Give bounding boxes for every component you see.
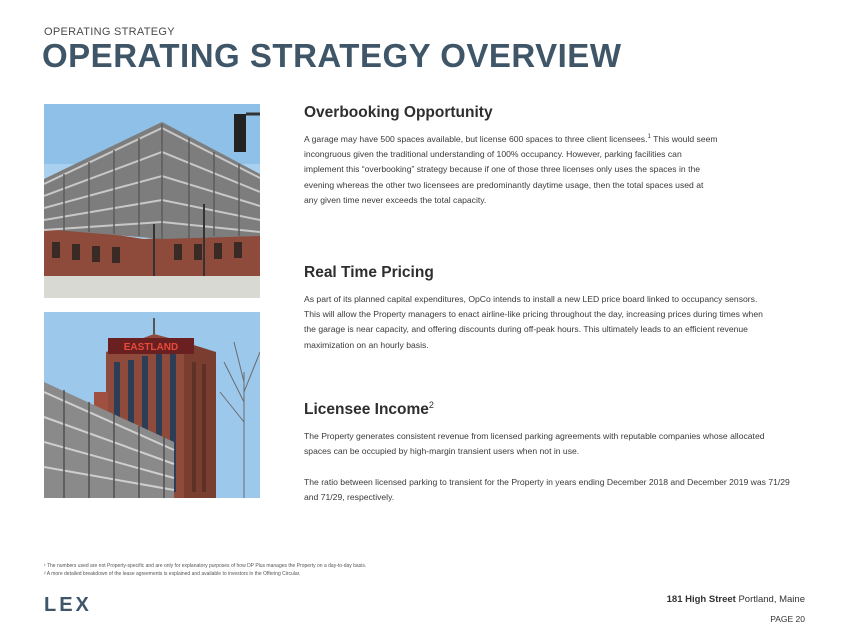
page-title: OPERATING STRATEGY OVERVIEW (42, 37, 622, 74)
licensee-income-heading (304, 400, 794, 419)
hotel-illustration (44, 312, 260, 498)
footnote-marker-1: 1 (647, 134, 651, 141)
real-time-pricing-heading: Real Time Pricing (304, 264, 434, 281)
real-time-pricing-section (304, 264, 774, 353)
property-address (667, 594, 805, 605)
address-street: 181 High Street (666, 594, 736, 605)
licensee-income-heading-text: Licensee Income (304, 401, 429, 419)
footnote-marker-2: 2 (428, 400, 434, 410)
footnote-1: ¹ The numbers used are not Property-specific and are only for explanatory purposes of how DP Plus manages the Property on a day-to-day basis. (44, 563, 367, 569)
section-eyebrow: OPERATING STRATEGY (44, 26, 175, 38)
real-time-pricing-paragraph: As part of its planned capital expenditures, OpCo intends to install a new LED price board linked to occupancy sensors. This will allow the Property managers to enact airline-like pricing throughout the day, increasing prices during times when the garage is near capacity, and offering discounts during off-peak hours. This ultimately leads to an efficient revenue maximization on an hourly basis. (304, 294, 763, 350)
overbooking-text-a: A garage may have 500 spaces available, but license 600 spaces to three client licensees. (304, 134, 648, 144)
overbooking-heading: Overbooking Opportunity (304, 104, 493, 121)
overbooking-text-b: This would seem incongruous given the traditional understanding of 100% occupancy. However, parking facilities can implement this “overbooking” strategy because if one of those three licenses only uses the spaces in the evening whereas the other two licensees are predominantly daytime usage, then the total spaces used at any given time never exceeds the total capacity. (304, 134, 718, 205)
page-number: PAGE 20 (770, 614, 805, 624)
licensee-income-paragraph-2: The ratio between licensed parking to transient for the Property in years ending December 2018 and December 2019 was 71/29 and 71/29, respectively. (304, 476, 790, 502)
licensee-income-section (304, 400, 794, 505)
overbooking-section (304, 104, 719, 208)
garage-illustration (44, 104, 260, 298)
overbooking-paragraph (304, 132, 719, 208)
hotel-sign: EASTLAND (123, 342, 179, 353)
parking-garage-photo (44, 104, 260, 298)
footnote-2: ² A more detailed breakdown of the lease agreements is explained and available to investors in the Offering Circular. (44, 571, 301, 577)
address-city: Portland, Maine (735, 594, 805, 605)
lex-logo: LEX (44, 594, 92, 616)
licensee-income-paragraph-1: The Property generates consistent revenue from licensed parking agreements with reputable companies whose allocated spaces can be occupied by high-margin transient users when not in use. (304, 431, 765, 457)
footnotes (44, 562, 366, 578)
hotel-tower-photo (44, 312, 260, 498)
